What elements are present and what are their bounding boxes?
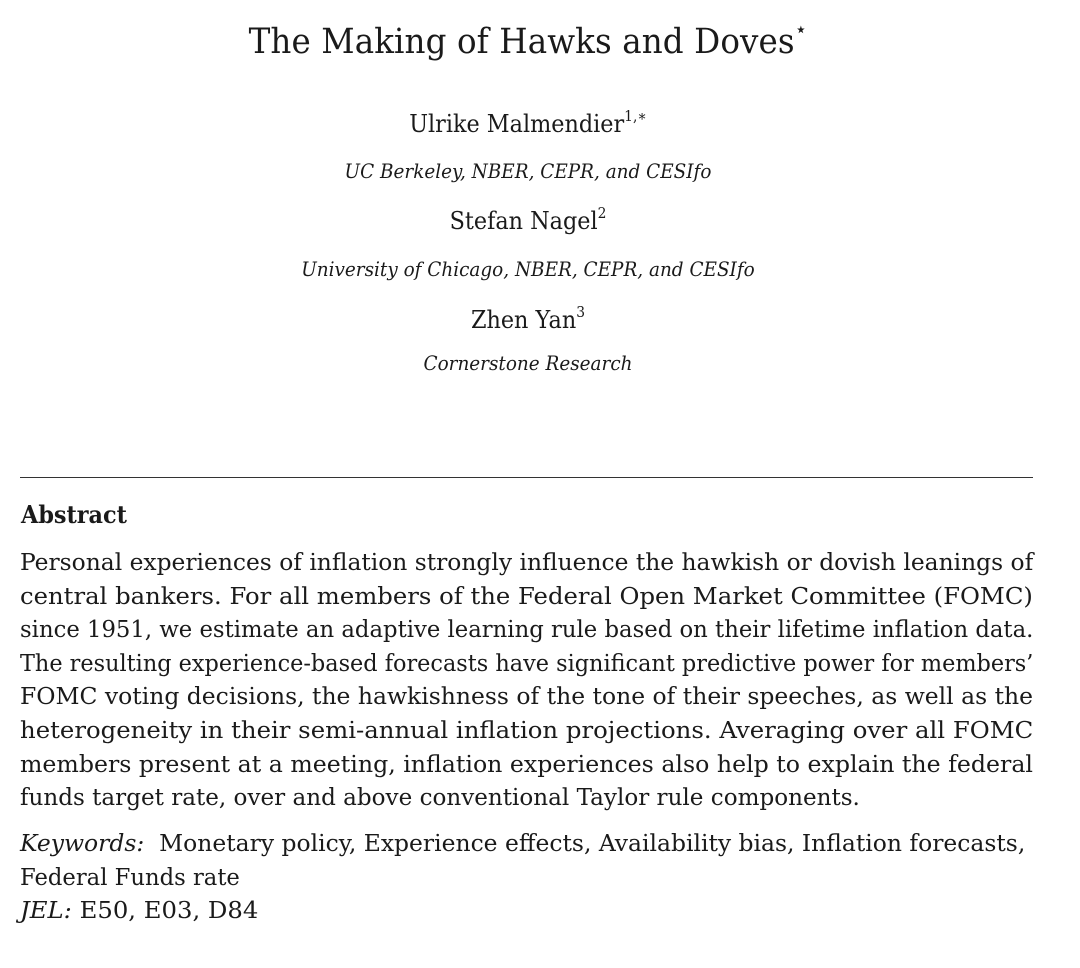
horizontal-rule (20, 477, 1033, 478)
abstract-line: FOMC voting decisions, the hawkishness of the tone of their speeches, as well as the (20, 682, 1034, 711)
abstract-body (20, 546, 1034, 815)
author-name (37, 302, 1019, 334)
author-footnote-mark: 1,∗ (624, 106, 647, 125)
abstract-line: funds target rate, over and above conventional Taylor rule components. (20, 783, 860, 812)
abstract-heading: Abstract (21, 500, 127, 529)
author-affiliation: Cornerstone Research (423, 351, 633, 375)
abstract-line: heterogeneity in their semi-annual inflation projections. Averaging over all FOMC (20, 715, 1034, 744)
abstract-line: members present at a meeting, inflation experiences also help to explain the federal (20, 749, 1033, 778)
keywords-line: Federal Funds rate (20, 862, 240, 891)
paper-title-text: The Making of Hawks and Doves (248, 22, 795, 62)
author-affiliation: University of Chicago, NBER, CEPR, and CESIfo (301, 257, 755, 281)
jel-line (20, 894, 258, 928)
jel-label: JEL: (20, 896, 72, 925)
keywords-line (20, 827, 1025, 861)
keywords-block (20, 827, 1030, 928)
abstract-line: Personal experiences of inflation strongly influence the hawkish or dovish leanings of (20, 548, 1034, 576)
keywords-label: Keywords: (20, 829, 145, 857)
author-name-text: Ulrike Malmendier (409, 110, 625, 138)
author-name (37, 106, 1019, 138)
abstract-line: central bankers. For all members of the Federal Open Market Committee (FOMC) (20, 581, 1033, 610)
author-name-text: Zhen Yan (470, 306, 577, 334)
author-footnote-mark: 3 (576, 302, 586, 321)
jel-codes: E50, E03, D84 (79, 896, 259, 925)
author-footnote-mark: 2 (597, 203, 607, 222)
paper-title (37, 17, 1019, 62)
keywords-text: Monetary policy, Experience effects, Availability bias, Inflation forecasts, (159, 829, 1026, 857)
title-footnote-mark: ⋆ (794, 17, 808, 43)
author-name-text: Stefan Nagel (449, 207, 598, 235)
abstract-line: since 1951, we estimate an adaptive learning rule based on their lifetime inflation data. (20, 615, 1034, 644)
author-name (37, 203, 1019, 235)
abstract-line: The resulting experience-based forecasts have significant predictive power for members’ (20, 648, 1034, 677)
author-affiliation: UC Berkeley, NBER, CEPR, and CESIfo (344, 159, 712, 183)
